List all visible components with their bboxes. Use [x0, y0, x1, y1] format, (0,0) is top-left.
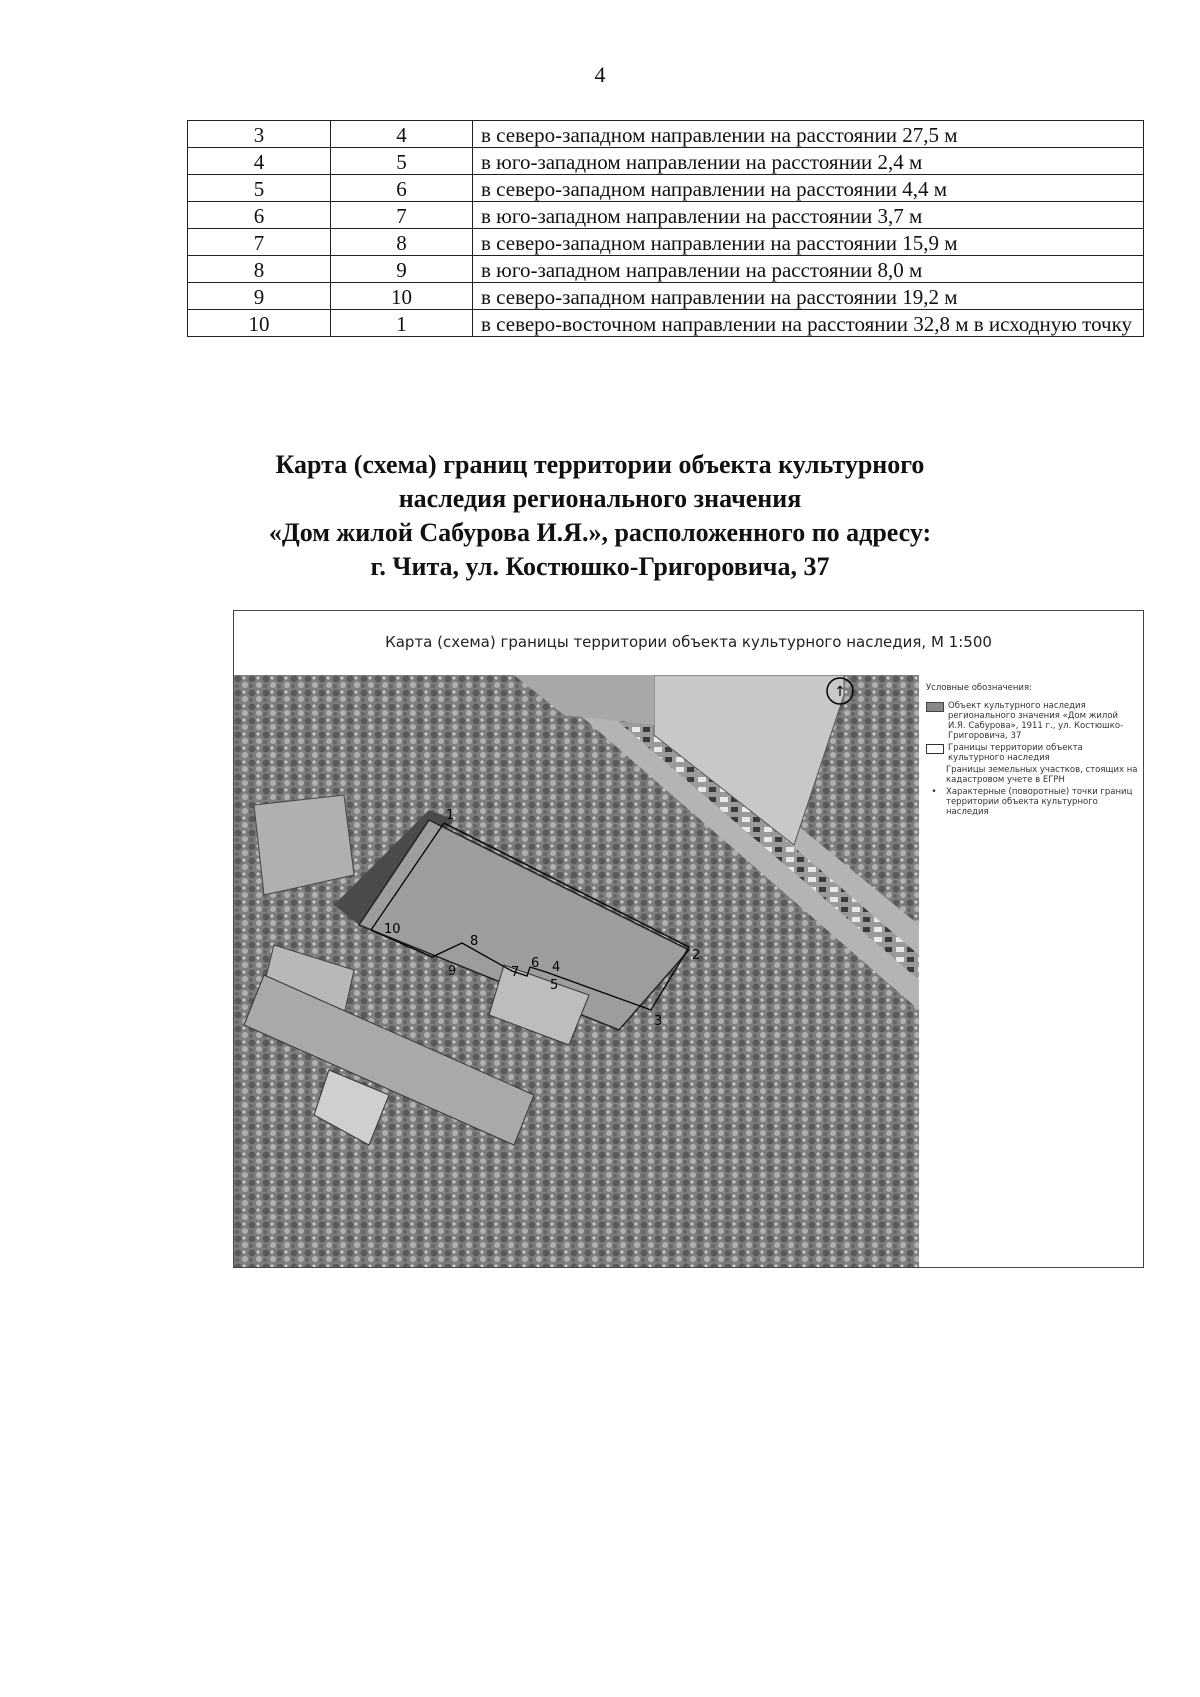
boundary-point-label: 5 [550, 978, 559, 993]
point-from-cell: 5 [188, 175, 331, 202]
boundary-point-label: 9 [448, 964, 457, 979]
page-number: 4 [594, 62, 606, 87]
legend-parcels-text: Границы земельных участков, стоящих на кадастровом учете в ЕГРН [946, 765, 1138, 785]
boundary-point-label: 10 [384, 922, 401, 937]
direction-cell: в северо-западном направлении на расстоянии 15,9 м [473, 229, 1144, 256]
table-row [188, 283, 1144, 310]
point-from-cell: 4 [188, 148, 331, 175]
heading-line-4: г. Чита, ул. Костюшко-Григоровича, 37 [370, 552, 830, 581]
point-from-cell: 10 [188, 310, 331, 337]
legend-item-points [926, 787, 1138, 817]
point-to-cell: 1 [331, 310, 473, 337]
point-from-cell: 8 [188, 256, 331, 283]
boundary-point-label: 2 [692, 948, 701, 963]
svg-text:↑: ↑ [834, 684, 846, 700]
map-caption: Карта (схема) границы территории объекта культурного наследия, М 1:500 [385, 633, 992, 651]
point-from-cell: 6 [188, 202, 331, 229]
direction-cell: в северо-западном направлении на расстоянии 19,2 м [473, 283, 1144, 310]
aerial-map [234, 675, 919, 1267]
direction-cell: в юго-западном направлении на расстоянии 3,7 м [473, 202, 1144, 229]
legend-points-text: Характерные (поворотные) точки границ территории объекта культурного наследия [946, 787, 1133, 817]
legend-point-symbol-icon: • [931, 787, 937, 797]
legend-title: Условные обозначения: [926, 683, 1032, 693]
table-row [188, 310, 1144, 337]
point-from-cell: 7 [188, 229, 331, 256]
legend-territory-swatch-icon [926, 744, 944, 754]
point-from-cell: 9 [188, 283, 331, 310]
heading-line-3: «Дом жилой Сабурова И.Я.», расположенного по адресу: [268, 518, 932, 547]
direction-cell: в юго-западном направлении на расстоянии 8,0 м [473, 256, 1144, 283]
direction-cell: в северо-западном направлении на расстоянии 27,5 м [473, 121, 1144, 148]
boundary-point-label: 7 [511, 965, 520, 980]
legend-object-text: Объект культурного наследия регионального значения «Дом жилой И.Я. Сабурова», 1911 г., ул. Костюшко-Григоровича, 37 [948, 701, 1124, 741]
legend-territory-text: Границы территории объекта культурного наследия [948, 743, 1083, 763]
point-to-cell: 9 [331, 256, 473, 283]
table-row [188, 175, 1144, 202]
map-scheme [233, 610, 1144, 1268]
boundary-point-label: 4 [552, 960, 561, 975]
point-to-cell: 5 [331, 148, 473, 175]
table-row [188, 229, 1144, 256]
point-to-cell: 7 [331, 202, 473, 229]
heading-line-2: наследия регионального значения [398, 484, 802, 513]
boundary-point-label: 8 [470, 934, 479, 949]
direction-cell: в юго-западном направлении на расстоянии 2,4 м [473, 148, 1144, 175]
aerial-map-svg [234, 675, 919, 1267]
table-row [188, 256, 1144, 283]
direction-cell: в северо-восточном направлении на расстоянии 32,8 м в исходную точку [473, 310, 1144, 337]
point-from-cell: 3 [188, 121, 331, 148]
point-to-cell: 6 [331, 175, 473, 202]
map-heading [0, 448, 1200, 584]
boundary-point-label: 3 [654, 1014, 663, 1029]
legend-object-swatch-icon [926, 702, 944, 712]
map-legend [926, 683, 1138, 819]
table-row [188, 148, 1144, 175]
table-row [188, 121, 1144, 148]
direction-cell: в северо-западном направлении на расстоянии 4,4 м [473, 175, 1144, 202]
point-to-cell: 8 [331, 229, 473, 256]
legend-item-parcels [926, 765, 1138, 785]
boundary-point-label: 1 [446, 808, 455, 823]
legend-item-object [926, 701, 1138, 741]
boundary-points-table [187, 120, 1144, 337]
legend-item-territory [926, 743, 1138, 763]
boundary-point-label: 6 [531, 956, 540, 971]
heading-line-1: Карта (схема) границ территории объекта культурного [275, 450, 925, 479]
point-to-cell: 4 [331, 121, 473, 148]
point-to-cell: 10 [331, 283, 473, 310]
table-row [188, 202, 1144, 229]
